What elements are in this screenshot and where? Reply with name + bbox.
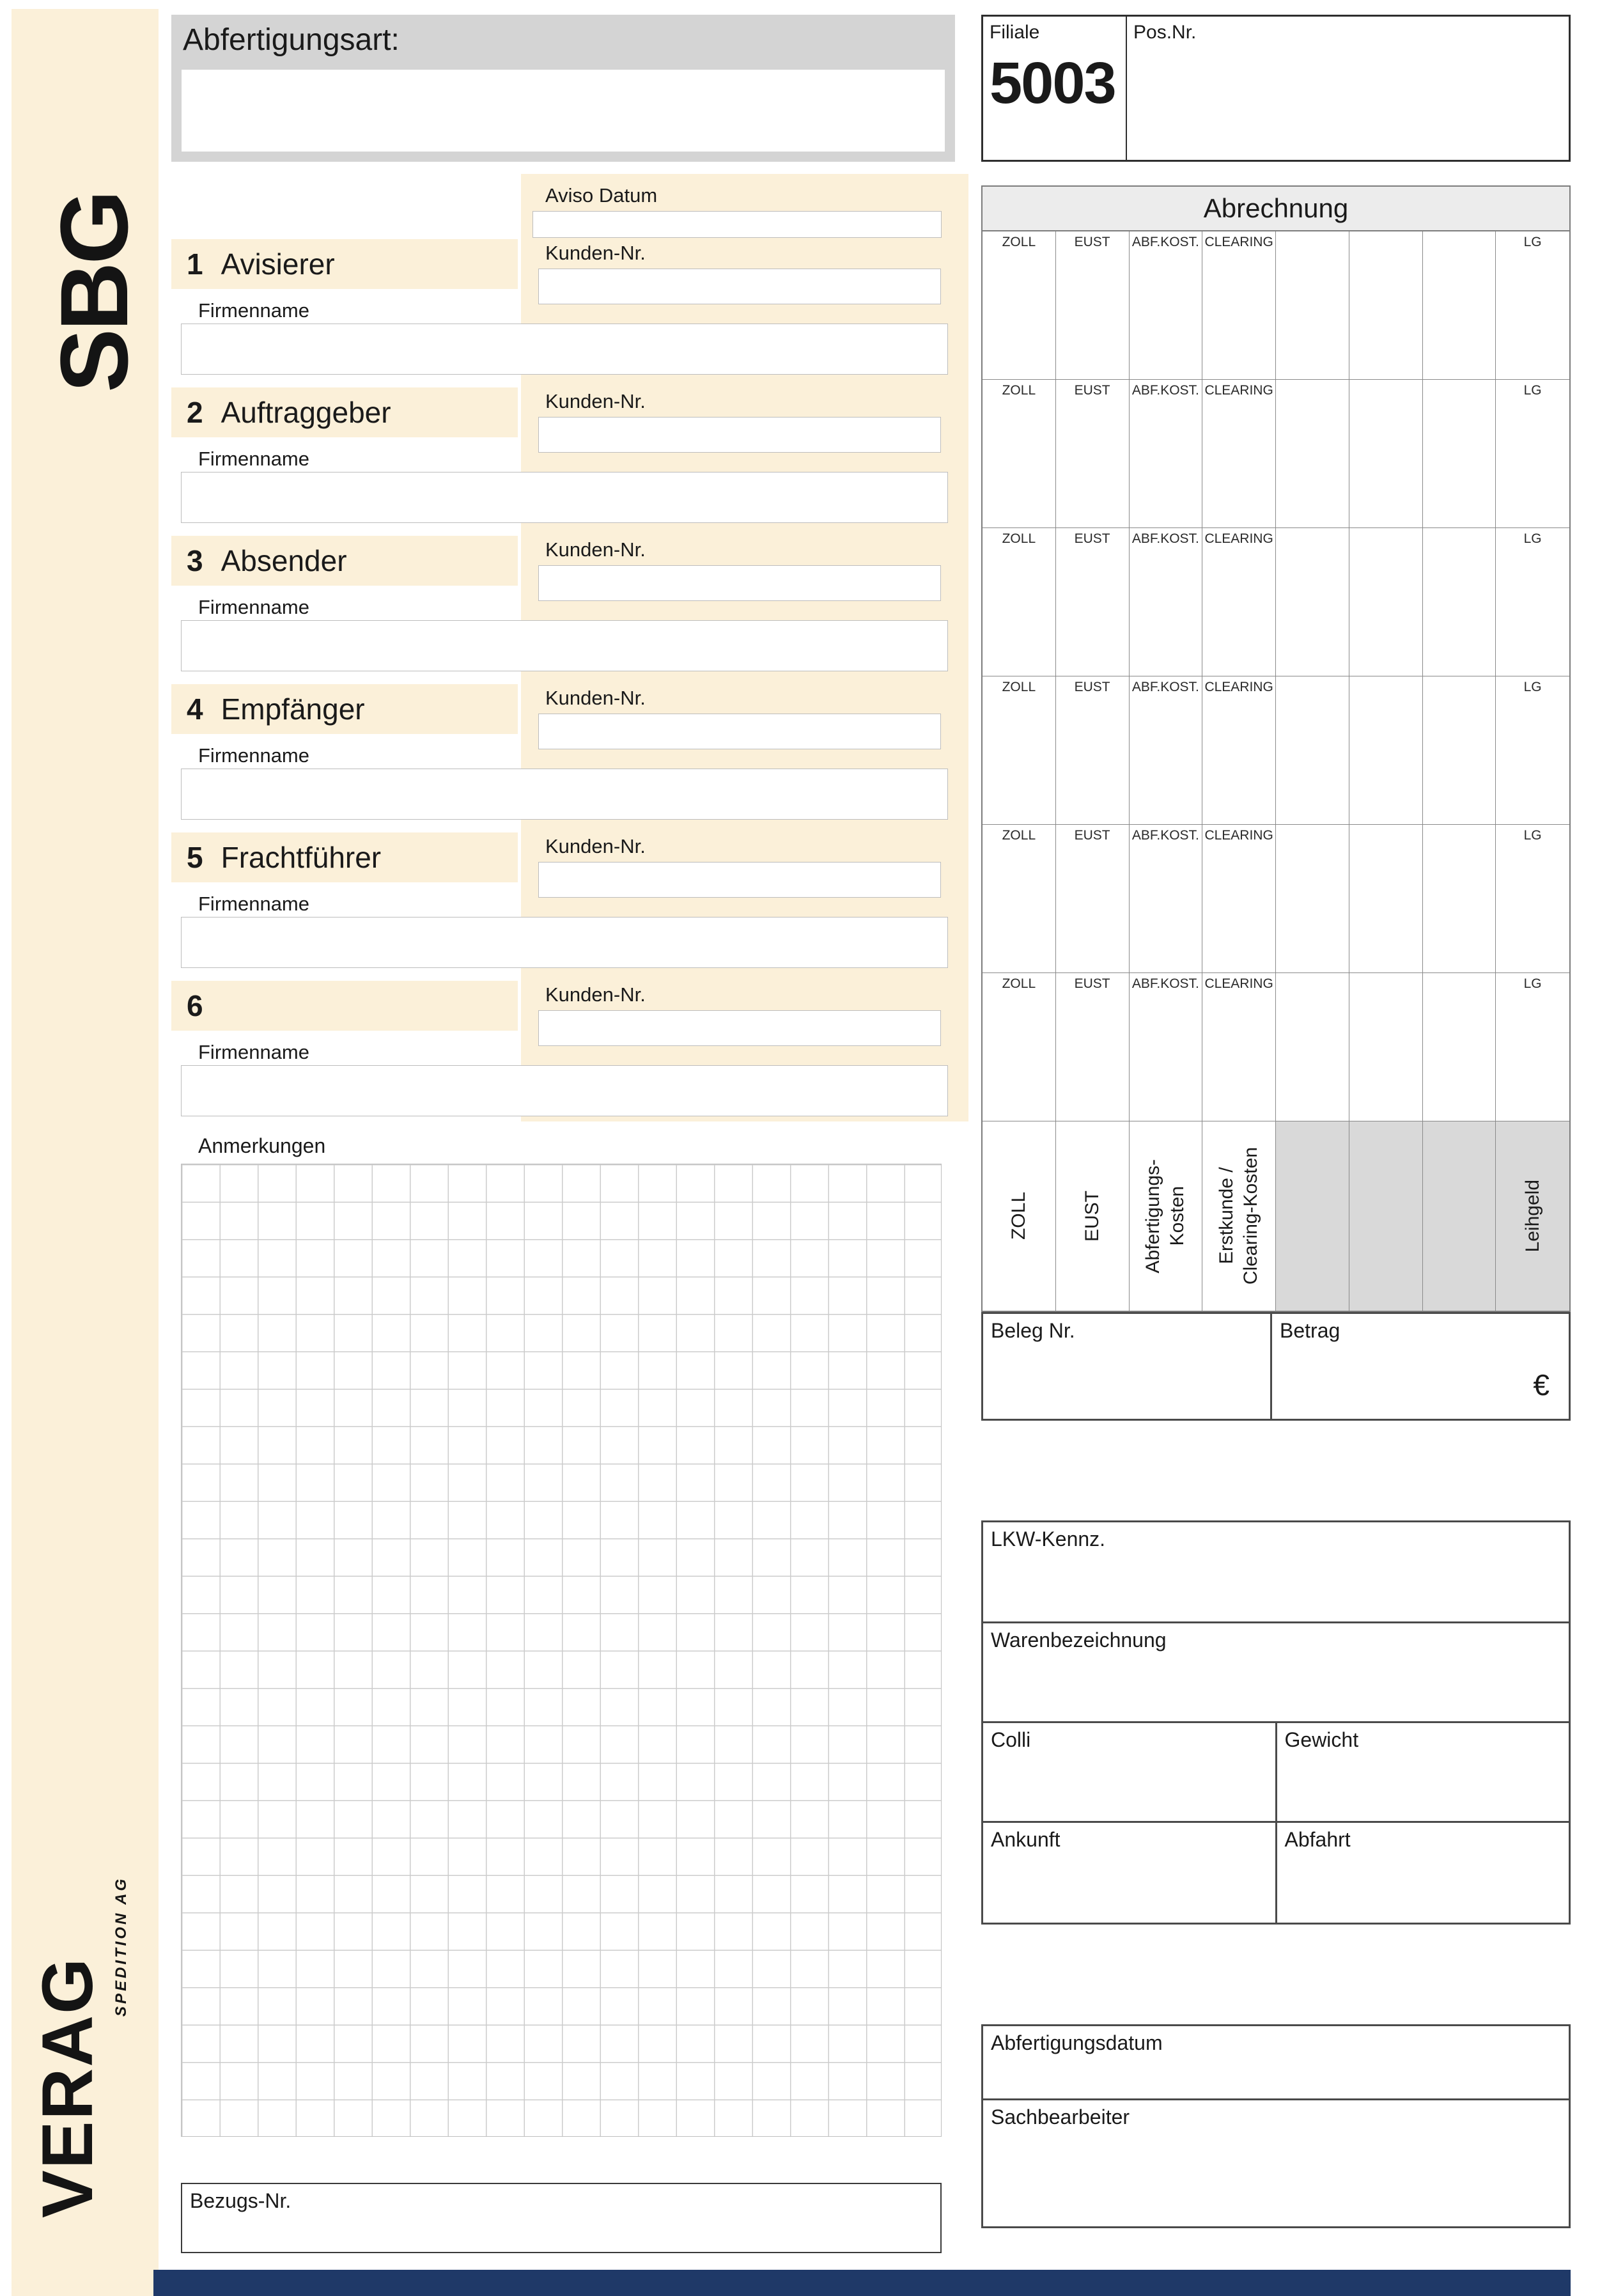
filiale-value: 5003 xyxy=(990,51,1115,116)
section-title: Absender xyxy=(221,544,347,577)
gewicht-field[interactable] xyxy=(1275,1723,1569,1821)
ankunft-label: Ankunft xyxy=(991,1828,1060,1851)
abrechnung-footer xyxy=(983,1121,1569,1311)
section-auftraggeber xyxy=(171,387,955,523)
clearing-vertical-label-2: Clearing-Kosten xyxy=(1240,1147,1262,1285)
gray-footer-cell xyxy=(1349,1121,1423,1311)
firmenname-input[interactable] xyxy=(181,1065,948,1116)
eust-col-label: EUST xyxy=(1074,383,1110,398)
beleg-nr-label: Beleg Nr. xyxy=(991,1319,1075,1342)
firmenname-input[interactable] xyxy=(181,324,948,375)
processing-box xyxy=(981,2024,1571,2228)
blank-cell[interactable] xyxy=(1423,825,1496,972)
abfkost-col-label: ABF.KOST. xyxy=(1131,976,1199,991)
sbg-logo: SBG xyxy=(40,192,148,393)
firmenname-label: Firmenname xyxy=(198,299,309,322)
lg-col-label: LG xyxy=(1523,680,1542,694)
colli-label: Colli xyxy=(991,1728,1031,1751)
lg-col-label: LG xyxy=(1523,828,1542,843)
bottom-navy-bar xyxy=(153,2270,1571,2296)
section-title-band xyxy=(171,536,518,586)
betrag-box[interactable] xyxy=(1272,1312,1571,1421)
clearing-footer-cell xyxy=(1202,1121,1276,1311)
leihgeld-footer-cell xyxy=(1496,1121,1569,1311)
zoll-cell[interactable] xyxy=(983,973,1056,1121)
abfkost-vertical-label-1: Abfertigungs- xyxy=(1142,1159,1164,1274)
lg-cell[interactable] xyxy=(1496,380,1569,527)
eust-col-label: EUST xyxy=(1074,828,1110,843)
kunden-nr-input[interactable] xyxy=(538,565,941,601)
zoll-col-label: ZOLL xyxy=(1002,680,1036,694)
blank-cell[interactable] xyxy=(1423,380,1496,527)
posnr-label: Pos.Nr. xyxy=(1133,22,1197,43)
posnr-cell[interactable] xyxy=(1127,17,1569,160)
leihgeld-vertical-label: Leihgeld xyxy=(1521,1180,1543,1253)
zoll-col-label: ZOLL xyxy=(1002,531,1036,546)
aviso-datum-input[interactable] xyxy=(532,211,942,238)
lkw-kennz-field[interactable] xyxy=(983,1522,1569,1623)
abrechnung-row xyxy=(983,528,1569,676)
abrechnung-rows xyxy=(983,231,1569,1121)
clearing-cell[interactable] xyxy=(1202,231,1276,379)
zoll-cell[interactable] xyxy=(983,528,1056,676)
clearing-col-label: CLEARING xyxy=(1204,680,1273,694)
sachbearbeiter-label: Sachbearbeiter xyxy=(991,2105,1130,2128)
section-number: 6 xyxy=(187,989,203,1022)
clearing-col-label: CLEARING xyxy=(1204,235,1273,249)
anmerkungen-grid-area[interactable] xyxy=(181,1164,942,2137)
blank-cell[interactable] xyxy=(1276,676,1349,824)
lg-cell[interactable] xyxy=(1496,825,1569,972)
clearing-cell[interactable] xyxy=(1202,528,1276,676)
firmenname-input[interactable] xyxy=(181,769,948,820)
blank-cell[interactable] xyxy=(1349,231,1423,379)
beleg-nr-box[interactable] xyxy=(981,1312,1272,1421)
zoll-cell[interactable] xyxy=(983,380,1056,527)
warenbezeichnung-label: Warenbezeichnung xyxy=(991,1628,1167,1652)
blank-cell[interactable] xyxy=(1349,380,1423,527)
zoll-col-label: ZOLL xyxy=(1002,235,1036,249)
section-number: 1 xyxy=(187,247,203,281)
eust-col-label: EUST xyxy=(1074,235,1110,249)
kunden-nr-input[interactable] xyxy=(538,1010,941,1046)
zoll-cell[interactable] xyxy=(983,231,1056,379)
abrechnung-column xyxy=(981,185,1571,1421)
abfkost-cell[interactable] xyxy=(1130,528,1203,676)
clearing-col-label: CLEARING xyxy=(1204,531,1273,546)
kunden-nr-label: Kunden-Nr. xyxy=(545,242,646,264)
blank-cell[interactable] xyxy=(1423,528,1496,676)
section-number: 2 xyxy=(187,396,203,429)
kunden-nr-input[interactable] xyxy=(538,417,941,453)
kunden-nr-input[interactable] xyxy=(538,269,941,304)
section-avisierer xyxy=(171,239,955,375)
abfahrt-field[interactable] xyxy=(1275,1823,1569,1923)
lg-cell[interactable] xyxy=(1496,973,1569,1121)
abfkost-col-label: ABF.KOST. xyxy=(1131,531,1199,546)
section-title-band xyxy=(171,387,518,437)
abfkost-cell[interactable] xyxy=(1130,380,1203,527)
sachbearbeiter-field[interactable] xyxy=(983,2100,1569,2226)
zoll-col-label: ZOLL xyxy=(1002,976,1036,991)
section-title: Avisierer xyxy=(221,247,335,281)
firmenname-label: Firmenname xyxy=(198,1041,309,1063)
kunden-nr-label: Kunden-Nr. xyxy=(545,983,646,1006)
firmenname-input[interactable] xyxy=(181,917,948,968)
anmerkungen-label: Anmerkungen xyxy=(198,1134,326,1157)
abfkost-footer-cell xyxy=(1130,1121,1203,1311)
eust-cell[interactable] xyxy=(1056,973,1130,1121)
blank-cell[interactable] xyxy=(1276,825,1349,972)
ankunft-field[interactable] xyxy=(983,1823,1275,1923)
zoll-vertical-label: ZOLL xyxy=(1007,1192,1029,1240)
eust-cell[interactable] xyxy=(1056,825,1130,972)
clearing-col-label: CLEARING xyxy=(1204,828,1273,843)
blank-cell[interactable] xyxy=(1276,973,1349,1121)
eust-cell[interactable] xyxy=(1056,380,1130,527)
beleg-betrag-row xyxy=(981,1312,1571,1421)
lg-col-label: LG xyxy=(1523,976,1542,991)
euro-symbol: € xyxy=(1533,1368,1550,1402)
lg-col-label: LG xyxy=(1523,235,1542,249)
abfertigungsdatum-field[interactable] xyxy=(983,2026,1569,2100)
zoll-footer-cell xyxy=(983,1121,1056,1311)
colli-gewicht-row xyxy=(983,1723,1569,1823)
abrechnung-row xyxy=(983,380,1569,528)
section-absender xyxy=(171,536,955,671)
blank-cell[interactable] xyxy=(1423,231,1496,379)
verag-logo: VERAG xyxy=(27,1956,107,2218)
gray-footer-cell xyxy=(1423,1121,1496,1311)
abrechnung-row xyxy=(983,973,1569,1121)
lg-cell[interactable] xyxy=(1496,676,1569,824)
zoll-cell[interactable] xyxy=(983,676,1056,824)
section-title: Empfänger xyxy=(221,692,365,726)
eust-cell[interactable] xyxy=(1056,528,1130,676)
section-title-band xyxy=(171,239,518,289)
abfkost-cell[interactable] xyxy=(1130,825,1203,972)
cargo-details-box xyxy=(981,1520,1571,1925)
abrechnung-row xyxy=(983,676,1569,825)
abfkost-cell[interactable] xyxy=(1130,676,1203,824)
abfkost-col-label: ABF.KOST. xyxy=(1131,828,1199,843)
clearing-col-label: CLEARING xyxy=(1204,383,1273,398)
clearing-cell[interactable] xyxy=(1202,973,1276,1121)
blank-cell[interactable] xyxy=(1349,528,1423,676)
kunden-nr-label: Kunden-Nr. xyxy=(545,390,646,412)
firmenname-label: Firmenname xyxy=(198,744,309,767)
firmenname-label: Firmenname xyxy=(198,448,309,470)
abfertigungsart-label: Abfertigungsart: xyxy=(183,23,400,57)
abfkost-col-label: ABF.KOST. xyxy=(1131,383,1199,398)
blank-cell[interactable] xyxy=(1349,676,1423,824)
abrechnung-row xyxy=(983,231,1569,380)
firmenname-input[interactable] xyxy=(181,620,948,671)
bezugs-nr-label: Bezugs-Nr. xyxy=(190,2189,291,2212)
lkw-kennz-label: LKW-Kennz. xyxy=(991,1527,1106,1550)
section-number: 3 xyxy=(187,544,203,577)
filiale-label: Filiale xyxy=(990,22,1040,43)
betrag-label: Betrag xyxy=(1280,1319,1340,1342)
blank-cell[interactable] xyxy=(1349,973,1423,1121)
blank-cell[interactable] xyxy=(1276,231,1349,379)
eust-footer-cell xyxy=(1056,1121,1130,1311)
zoll-cell[interactable] xyxy=(983,825,1056,972)
gewicht-label: Gewicht xyxy=(1284,1728,1359,1751)
filiale-posnr-box xyxy=(981,15,1571,162)
abrechnung-table xyxy=(981,231,1571,1312)
lg-col-label: LG xyxy=(1523,531,1542,546)
blank-cell[interactable] xyxy=(1423,973,1496,1121)
abfkost-vertical-label-2: Kosten xyxy=(1167,1186,1188,1246)
clearing-vertical-label-1: Erstkunde / xyxy=(1216,1168,1238,1265)
blank-cell[interactable] xyxy=(1276,380,1349,527)
section-title-band xyxy=(171,832,518,882)
lg-col-label: LG xyxy=(1523,383,1542,398)
section-title-band xyxy=(171,981,518,1031)
eust-col-label: EUST xyxy=(1074,680,1110,694)
abrechnung-row xyxy=(983,825,1569,973)
eust-col-label: EUST xyxy=(1074,976,1110,991)
abfkost-col-label: ABF.KOST. xyxy=(1131,680,1199,694)
section-title: Auftraggeber xyxy=(221,396,391,429)
kunden-nr-label: Kunden-Nr. xyxy=(545,538,646,561)
firmenname-label: Firmenname xyxy=(198,893,309,915)
abfertigungsart-input[interactable] xyxy=(182,70,945,152)
kunden-nr-input[interactable] xyxy=(538,862,941,898)
abfertigungsart-box xyxy=(171,15,955,162)
section-six xyxy=(171,981,955,1116)
clearing-cell[interactable] xyxy=(1202,380,1276,527)
eust-cell[interactable] xyxy=(1056,231,1130,379)
abfkost-cell[interactable] xyxy=(1130,231,1203,379)
lg-cell[interactable] xyxy=(1496,231,1569,379)
aviso-datum-label: Aviso Datum xyxy=(545,184,658,207)
abfkost-cell[interactable] xyxy=(1130,973,1203,1121)
section-number: 5 xyxy=(187,841,203,874)
section-empfaenger xyxy=(171,684,955,820)
ankunft-abfahrt-row xyxy=(983,1823,1569,1923)
zoll-col-label: ZOLL xyxy=(1002,383,1036,398)
kunden-nr-label: Kunden-Nr. xyxy=(545,835,646,857)
blank-cell[interactable] xyxy=(1276,528,1349,676)
abrechnung-title: Abrechnung xyxy=(981,185,1571,231)
lg-cell[interactable] xyxy=(1496,528,1569,676)
eust-vertical-label: EUST xyxy=(1081,1190,1103,1242)
kunden-nr-input[interactable] xyxy=(538,714,941,749)
blank-cell[interactable] xyxy=(1423,676,1496,824)
eust-cell[interactable] xyxy=(1056,676,1130,824)
filiale-cell[interactable] xyxy=(983,17,1127,160)
firmenname-label: Firmenname xyxy=(198,596,309,618)
warenbezeichnung-field[interactable] xyxy=(983,1623,1569,1723)
clearing-cell[interactable] xyxy=(1202,676,1276,824)
colli-field[interactable] xyxy=(983,1723,1275,1821)
clearing-col-label: CLEARING xyxy=(1204,976,1273,991)
kunden-nr-label: Kunden-Nr. xyxy=(545,687,646,709)
eust-col-label: EUST xyxy=(1074,531,1110,546)
gray-footer-cell xyxy=(1276,1121,1349,1311)
section-number: 4 xyxy=(187,692,203,726)
section-title: Frachtführer xyxy=(221,841,382,874)
bezugs-nr-field[interactable] xyxy=(181,2183,942,2253)
verag-spedition-ag-label: SPEDITION AG xyxy=(113,1876,130,2017)
sidebar-cream-strip xyxy=(12,9,159,2296)
firmenname-input[interactable] xyxy=(181,472,948,523)
blank-cell[interactable] xyxy=(1349,825,1423,972)
clearing-cell[interactable] xyxy=(1202,825,1276,972)
abfkost-col-label: ABF.KOST. xyxy=(1131,235,1199,249)
section-frachtfuehrer xyxy=(171,832,955,968)
abfertigungsdatum-label: Abfertigungsdatum xyxy=(991,2031,1163,2054)
zoll-col-label: ZOLL xyxy=(1002,828,1036,843)
section-title-band xyxy=(171,684,518,734)
abfahrt-label: Abfahrt xyxy=(1284,1828,1351,1851)
